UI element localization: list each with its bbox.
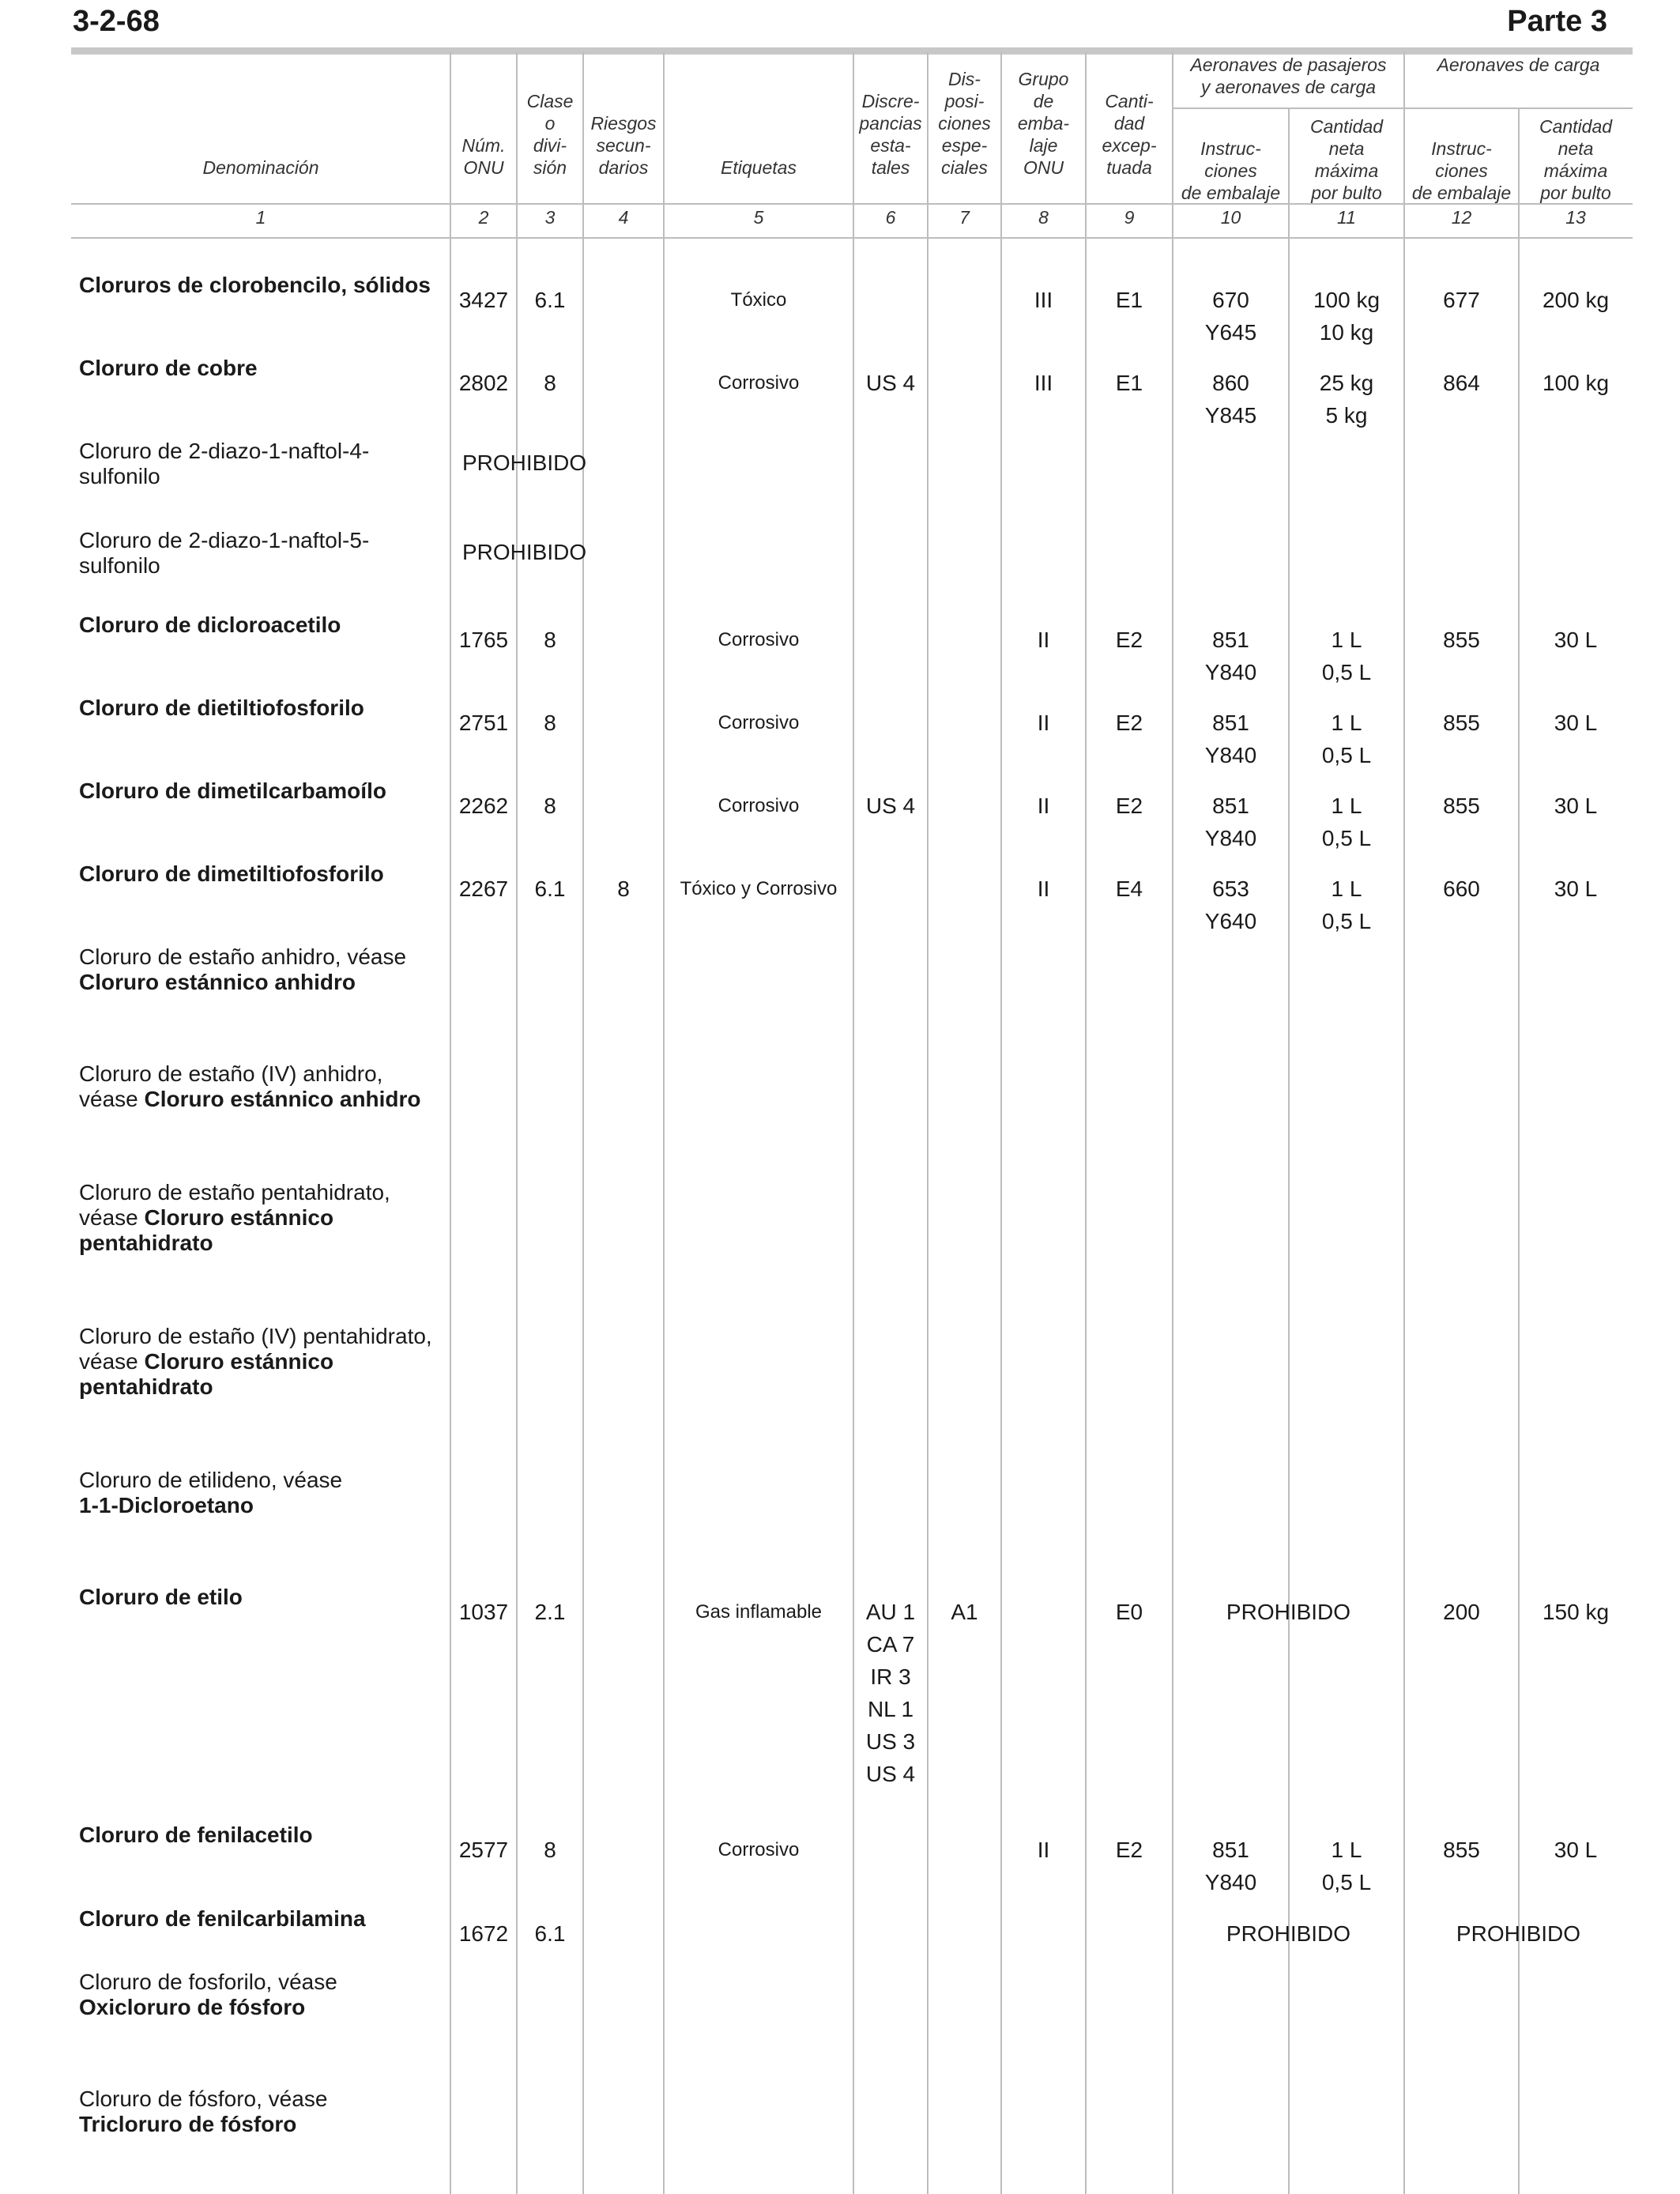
header-line: Cantidad: [1309, 116, 1384, 137]
header-line: Cantidad: [1539, 116, 1613, 137]
column-header: [1173, 107, 1289, 204]
excepted-quantity: E1: [1115, 288, 1143, 312]
cross-reference: Oxicloruro de fósforo: [79, 1995, 306, 2019]
column-header: [517, 52, 583, 179]
name-line: [79, 1468, 450, 1493]
header-line: esta-: [870, 135, 911, 156]
header-line: por bulto: [1540, 183, 1611, 203]
un-number: 1037: [458, 1600, 509, 1624]
header-line: ciones: [1435, 160, 1488, 181]
max-net-quantity: 100 kg: [1313, 288, 1381, 312]
row-divider: [71, 237, 1633, 239]
state-variation: NL 1: [867, 1697, 914, 1721]
header-line: neta: [1558, 138, 1594, 159]
state-variation: CA 7: [866, 1632, 915, 1657]
hazard-class: 6.1: [534, 1921, 566, 1946]
header-line: ciales: [941, 157, 988, 178]
packing-instruction: 670: [1212, 288, 1249, 312]
un-number: 2267: [458, 876, 509, 901]
header-line: pancias: [859, 113, 922, 134]
max-net-quantity: 30 L: [1554, 794, 1598, 818]
header-line: Grupo: [1018, 69, 1069, 89]
column-header: [853, 52, 928, 179]
header-line: Instruc-: [1200, 138, 1261, 159]
name-line: Cloruros de clorobencilo, sólidos: [79, 273, 431, 297]
max-net-quantity: 1 L: [1331, 876, 1362, 901]
column-header: [1404, 54, 1633, 103]
name-line: [79, 2087, 450, 2112]
un-number: 3427: [458, 288, 509, 312]
max-net-quantity: 5 kg: [1325, 403, 1368, 428]
header-line: ONU: [1023, 157, 1064, 178]
header-line: tales: [871, 157, 910, 178]
substance-name: [79, 1468, 450, 1518]
header-line: de embalaje: [1181, 183, 1281, 203]
packing-instruction: 855: [1443, 794, 1480, 818]
packing-instruction: 677: [1443, 288, 1480, 312]
header-line: neta: [1328, 138, 1365, 159]
subsidiary-risk: 8: [617, 876, 630, 901]
header-line: de embalaje: [1411, 183, 1512, 203]
name-text: Cloruro de fosforilo, véase: [79, 1970, 337, 1994]
max-net-quantity: 0,5 L: [1321, 909, 1372, 933]
state-variation: US 4: [865, 371, 916, 395]
header-line: darios: [598, 157, 649, 178]
name-text: Cloruro de estaño (IV) pentahidrato,: [79, 1324, 432, 1348]
hazard-label: Corrosivo: [718, 372, 800, 394]
substance-name: [79, 2087, 450, 2137]
name-line: [79, 1087, 450, 1112]
header-line: por bulto: [1311, 183, 1382, 203]
hazard-class: 8: [544, 794, 556, 818]
name-text: Cloruro de fósforo, véase: [79, 2087, 328, 2111]
un-number: 2802: [458, 371, 509, 395]
packing-instruction: Y840: [1204, 743, 1257, 767]
prohibited-text: PROHIBIDO: [462, 450, 587, 475]
un-number: 1765: [458, 628, 509, 652]
name-line: [79, 2112, 450, 2137]
hazard-class: 8: [544, 628, 556, 652]
hazard-class: 2.1: [534, 1600, 566, 1624]
header-line: ONU: [463, 157, 504, 178]
un-number: 2577: [458, 1838, 509, 1862]
header-line: tuada: [1106, 157, 1152, 178]
excepted-quantity: E0: [1115, 1600, 1143, 1624]
header-line: secun-: [596, 135, 651, 156]
hazard-class: 6.1: [534, 876, 566, 901]
header-line: laje: [1029, 135, 1058, 156]
header-line: espe-: [941, 135, 988, 156]
name-line: Cloruro de 2-diazo-1-naftol-4-: [79, 439, 370, 463]
max-net-quantity: 200 kg: [1542, 288, 1610, 312]
packing-instruction: 851: [1212, 711, 1249, 735]
packing-instruction: 851: [1212, 628, 1249, 652]
header-line: Canti-: [1105, 91, 1154, 111]
header-line: Discre-: [861, 91, 920, 111]
max-net-quantity: 150 kg: [1542, 1600, 1610, 1624]
packing-instruction: 864: [1443, 371, 1480, 395]
name-line: [79, 1995, 450, 2020]
packing-instruction: 855: [1443, 628, 1480, 652]
hazard-label: Gas inflamable: [695, 1601, 823, 1623]
name-line: Cloruro de dietiltiofosforilo: [79, 696, 364, 720]
name-text: véase: [79, 1205, 145, 1230]
packing-instruction: 855: [1443, 1838, 1480, 1862]
cross-reference: 1-1-Dicloroetano: [79, 1493, 254, 1517]
hazard-label: Corrosivo: [718, 629, 800, 650]
state-variation: US 4: [865, 1762, 916, 1786]
substance-name: [79, 273, 450, 298]
hazard-class: 6.1: [534, 288, 566, 312]
hazard-label: Corrosivo: [718, 712, 800, 733]
name-line: Cloruro de 2-diazo-1-naftol-5-: [79, 528, 370, 552]
packing-instruction: 660: [1443, 876, 1480, 901]
excepted-quantity: E2: [1115, 628, 1143, 652]
header-line: emba-: [1017, 113, 1070, 134]
column-header: [71, 52, 450, 179]
header-line: y aeronaves de carga: [1200, 77, 1377, 97]
packing-group: III: [1034, 371, 1053, 395]
packing-group: III: [1034, 288, 1053, 312]
column-divider: [1518, 107, 1520, 2194]
header-line: ciones: [1204, 160, 1257, 181]
cross-reference: Tricloruro de fósforo: [79, 2112, 297, 2136]
substance-name: [79, 778, 450, 804]
cross-reference: pentahidrato: [79, 1374, 213, 1399]
max-net-quantity: 30 L: [1554, 1838, 1598, 1862]
max-net-quantity: 30 L: [1554, 876, 1598, 901]
packing-instruction: 653: [1212, 876, 1249, 901]
header-line: Riesgos: [590, 113, 657, 134]
packing-instruction: Y845: [1204, 403, 1257, 428]
header-line: posi-: [944, 91, 985, 111]
prohibited-text: PROHIBIDO: [462, 540, 587, 564]
special-provision: A1: [951, 1600, 978, 1624]
state-variation: AU 1: [865, 1600, 916, 1624]
substance-name: [79, 1906, 450, 1932]
hazard-label: Tóxico y Corrosivo: [680, 878, 838, 899]
packing-instruction: 851: [1212, 1838, 1249, 1862]
name-line: Cloruro de fenilacetilo: [79, 1823, 313, 1847]
name-text: Cloruro de estaño anhidro, véase: [79, 944, 407, 969]
cross-reference: Cloruro estánnico: [144, 1349, 334, 1374]
max-net-quantity: 1 L: [1331, 711, 1362, 735]
max-net-quantity: 30 L: [1554, 711, 1598, 735]
header-line: Aeronaves de pasajeros: [1190, 55, 1387, 75]
name-line: [79, 970, 450, 995]
substance-name: [79, 613, 450, 638]
max-net-quantity: 0,5 L: [1321, 743, 1372, 767]
cross-reference: Cloruro estánnico: [144, 1205, 334, 1230]
column-header: [450, 52, 517, 179]
excepted-quantity: E4: [1115, 876, 1143, 901]
column-number: 6: [885, 207, 896, 228]
name-line: [79, 1205, 450, 1231]
packing-instruction: 860: [1212, 371, 1249, 395]
header-line: divi-: [533, 135, 567, 156]
substance-name: [79, 1823, 450, 1848]
state-variation: US 3: [865, 1729, 916, 1754]
name-text: Cloruro de estaño pentahidrato,: [79, 1180, 390, 1204]
column-header: [928, 52, 1001, 179]
max-net-quantity: 0,5 L: [1321, 1870, 1372, 1894]
name-text: Cloruro de estaño (IV) anhidro,: [79, 1061, 383, 1086]
column-header: [583, 52, 664, 179]
header-line: excep-: [1102, 135, 1157, 156]
header-line: Clase: [526, 91, 574, 111]
header-line: ciones: [938, 113, 991, 134]
un-number: 1672: [458, 1921, 509, 1946]
substance-name: [79, 1585, 450, 1610]
cross-reference: Cloruro estánnico anhidro: [144, 1087, 421, 1111]
name-line: [79, 1231, 450, 1256]
packing-instruction: Y640: [1204, 909, 1257, 933]
column-number: 3: [544, 207, 556, 228]
substance-name: [79, 1180, 450, 1256]
column-header: [1404, 107, 1519, 204]
header-line: máxima: [1543, 160, 1608, 181]
header-line: máxima: [1314, 160, 1379, 181]
state-variation: IR 3: [870, 1664, 911, 1689]
header-line: Denominación: [202, 157, 319, 178]
name-line: Cloruro de fenilcarbilamina: [79, 1906, 366, 1931]
column-header: [1086, 52, 1173, 179]
header-line: Núm.: [461, 135, 506, 156]
prohibited-text: PROHIBIDO: [1226, 1600, 1351, 1624]
column-number: 12: [1451, 207, 1472, 228]
name-line: Cloruro de cobre: [79, 356, 258, 380]
packing-instruction: Y840: [1204, 660, 1257, 684]
column-header: [1001, 52, 1086, 179]
column-number: 11: [1337, 207, 1356, 228]
header-line: Instruc-: [1431, 138, 1492, 159]
packing-group: II: [1037, 794, 1050, 818]
name-line: Cloruro de dicloroacetilo: [79, 613, 341, 637]
header-line: Aeronaves de carga: [1437, 55, 1600, 75]
max-net-quantity: 1 L: [1331, 794, 1362, 818]
name-line: [79, 1970, 450, 1995]
name-text: Cloruro de etilideno, véase: [79, 1468, 343, 1492]
packing-group: II: [1037, 1838, 1050, 1862]
name-line: sulfonilo: [79, 464, 160, 488]
column-number: 1: [255, 207, 266, 228]
packing-group: II: [1037, 628, 1050, 652]
packing-instruction: Y645: [1204, 320, 1257, 345]
packing-group: II: [1037, 711, 1050, 735]
column-number: 10: [1220, 207, 1241, 228]
max-net-quantity: 25 kg: [1319, 371, 1374, 395]
column-header: [1289, 107, 1404, 204]
name-line: [79, 1374, 450, 1400]
substance-name: [79, 696, 450, 721]
part-label: Parte 3: [1507, 5, 1607, 38]
max-net-quantity: 1 L: [1331, 628, 1362, 652]
page-number: 3-2-68: [73, 5, 160, 38]
substance-name: [79, 1970, 450, 2020]
packing-instruction: Y840: [1204, 826, 1257, 850]
cross-reference: pentahidrato: [79, 1231, 213, 1255]
column-number: 2: [478, 207, 489, 228]
name-line: Cloruro de etilo: [79, 1585, 243, 1609]
column-header: [664, 52, 853, 179]
substance-name: [79, 356, 450, 381]
column-header: [1173, 54, 1404, 103]
hazard-class: 8: [544, 711, 556, 735]
substance-name: [79, 944, 450, 995]
hazard-class: 8: [544, 371, 556, 395]
excepted-quantity: E2: [1115, 794, 1143, 818]
header-line: de: [1033, 91, 1054, 111]
column-number: 9: [1124, 207, 1135, 228]
column-number: 13: [1565, 207, 1586, 228]
name-line: [79, 1493, 450, 1518]
header-line: dad: [1113, 113, 1145, 134]
header-line: Dis-: [948, 69, 981, 89]
substance-name: [79, 528, 450, 579]
packing-instruction: Y840: [1204, 1870, 1257, 1894]
column-header: [1519, 107, 1633, 204]
column-number: 7: [959, 207, 970, 228]
substance-name: [79, 861, 450, 887]
packing-group: II: [1037, 876, 1050, 901]
un-number: 2262: [458, 794, 509, 818]
name-line: Cloruro de dimetilcarbamoílo: [79, 778, 386, 803]
max-net-quantity: 0,5 L: [1321, 660, 1372, 684]
max-net-quantity: 30 L: [1554, 628, 1598, 652]
prohibited-text: PROHIBIDO: [1226, 1921, 1351, 1946]
packing-instruction: 200: [1443, 1600, 1480, 1624]
column-number: 8: [1038, 207, 1049, 228]
un-number: 2751: [458, 711, 509, 735]
substance-name: [79, 1061, 450, 1112]
name-line: [79, 1061, 450, 1087]
excepted-quantity: E2: [1115, 711, 1143, 735]
max-net-quantity: 100 kg: [1542, 371, 1610, 395]
packing-instruction: 851: [1212, 794, 1249, 818]
max-net-quantity: 1 L: [1331, 1838, 1362, 1862]
excepted-quantity: E2: [1115, 1838, 1143, 1862]
name-text: véase: [79, 1349, 145, 1374]
name-line: [79, 1349, 450, 1374]
substance-name: [79, 439, 450, 489]
name-line: [79, 1180, 450, 1205]
header-line: sión: [533, 157, 567, 178]
prohibited-text: PROHIBIDO: [1456, 1921, 1581, 1946]
name-line: [79, 944, 450, 970]
hazard-class: 8: [544, 1838, 556, 1862]
max-net-quantity: 0,5 L: [1321, 826, 1372, 850]
hazard-label: Corrosivo: [718, 795, 800, 816]
max-net-quantity: 10 kg: [1319, 320, 1374, 345]
hazard-label: Corrosivo: [718, 1839, 800, 1860]
name-line: sulfonilo: [79, 553, 160, 578]
cross-reference: Cloruro estánnico anhidro: [79, 970, 356, 994]
name-line: [79, 1324, 450, 1349]
name-text: véase: [79, 1087, 145, 1111]
header-line: o: [544, 113, 556, 134]
substance-name: [79, 1324, 450, 1400]
state-variation: US 4: [865, 794, 916, 818]
excepted-quantity: E1: [1115, 371, 1143, 395]
packing-instruction: 855: [1443, 711, 1480, 735]
column-number: 5: [753, 207, 764, 228]
column-number: 4: [618, 207, 629, 228]
hazard-label: Tóxico: [730, 289, 787, 311]
name-line: Cloruro de dimetiltiofosforilo: [79, 861, 384, 886]
header-line: Etiquetas: [721, 157, 797, 178]
